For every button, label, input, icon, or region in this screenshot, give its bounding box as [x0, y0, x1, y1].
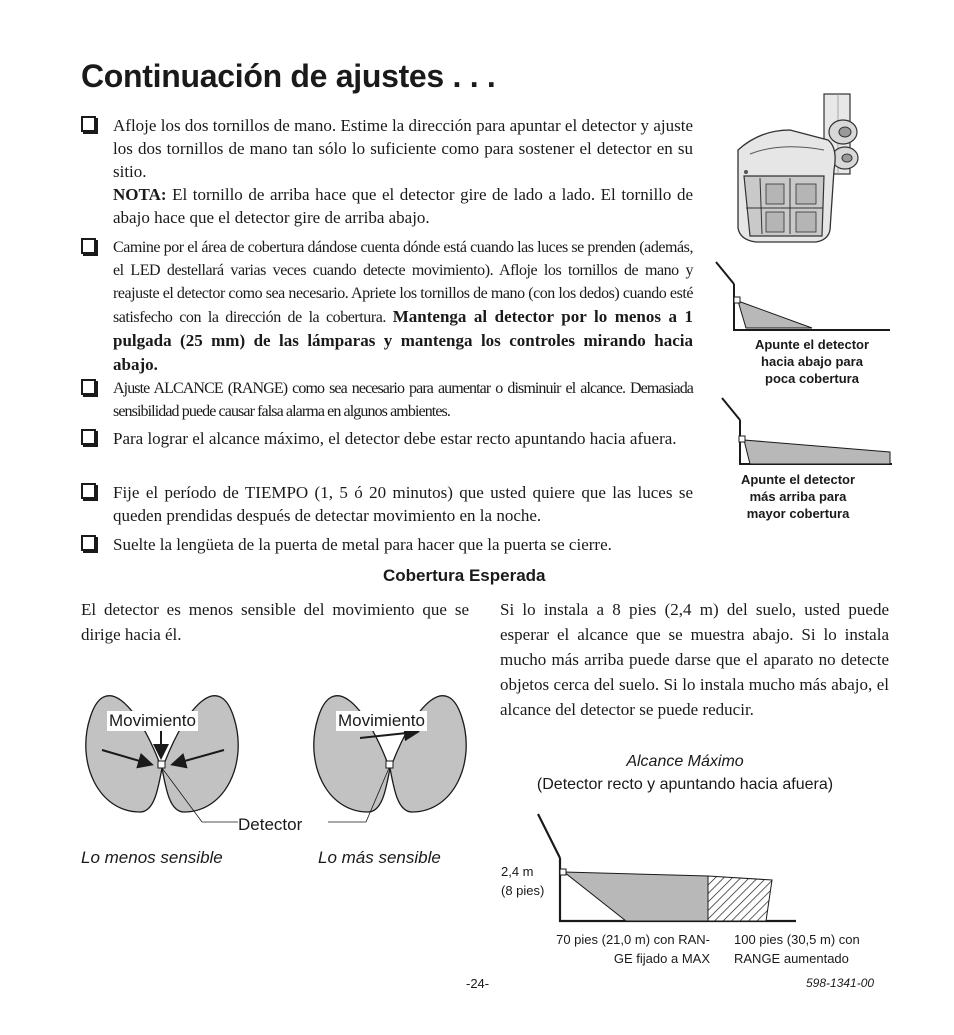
range-increased-label [734, 930, 860, 968]
coverage-right-paragraph: Si lo instala a 8 pies (2,4 m) del suelo, usted puede esperar el alcance que se muestra abajo. Si lo instala mucho más arriba puede darse que el aparato no detecte objetos cerca del suelo. Si lo instala mucho más abajo, el alcance del detector se puede reducir. [500, 600, 889, 719]
step-4-text: Para lograr el alcance máximo, el detector debe estar recto apuntando hacia afuera. [113, 429, 677, 448]
range-diagram [530, 808, 800, 928]
step-2-text [113, 236, 693, 377]
aim-down-caption-line: Apunte el detector [754, 337, 870, 352]
range-increased-line: 100 pies (30,5 m) con [734, 932, 860, 947]
note-text: El tornillo de arriba hace que el detector gire de lado a lado. El tornillo de abajo hace que el detector gire de arriba abajo. [113, 185, 693, 227]
document-code: 598-1341-00 [806, 976, 875, 990]
checkbox-icon [81, 483, 96, 499]
step-4 [81, 427, 693, 450]
checkbox-icon [81, 238, 96, 254]
height-label-feet: (8 pies) [501, 883, 545, 898]
range-zone-max [564, 872, 708, 921]
wall-slant [538, 814, 560, 858]
motion-label-right: Movimiento [338, 711, 425, 730]
step-5-text: Fije el período de TIEMPO (1, 5 ó 20 minutos) que usted quiere que las luces se queden prendidas después de detectar movimiento en la noche. [113, 483, 693, 525]
aim-down-caption [733, 336, 891, 387]
note-label: NOTA: [113, 185, 167, 204]
aim-up-diagram [712, 394, 894, 468]
detector-illustration [720, 90, 890, 250]
caption-more-sensitive: Lo más sensible [318, 848, 441, 867]
step-1 [81, 114, 693, 229]
aim-down-caption-line: poca cobertura [765, 371, 859, 386]
height-label [501, 862, 544, 900]
range-zone-increased [708, 876, 772, 921]
page-title: Continuación de ajustes . . . [81, 58, 496, 94]
checkbox-icon [81, 116, 96, 132]
range-increased-line: RANGE aumentado [734, 951, 849, 966]
motion-label-left: Movimiento [109, 711, 196, 730]
step-2-bold: Mantenga al detector por lo menos a 1 pulgada (25 mm) de las lámparas y mantenga los controles mirando hacia abajo. [113, 307, 693, 374]
coverage-left-paragraph: El detector es menos sensible del movimiento que se dirige hacia él. [81, 600, 469, 644]
caption-less-sensitive: Lo menos sensible [81, 848, 223, 867]
aim-up-caption-line: más arriba para [749, 489, 847, 504]
range-max-label [500, 930, 710, 968]
aim-up-caption-line: mayor cobertura [746, 506, 850, 521]
step-6-text: Suelte la lengüeta de la puerta de metal para hacer que la puerta se cierre. [113, 535, 612, 554]
coverage-heading: Cobertura Esperada [383, 566, 546, 585]
aim-up-caption-line: Apunte el detector [740, 472, 856, 487]
step-5 [81, 481, 693, 527]
checkbox-icon [81, 429, 96, 445]
detector-square-right [386, 761, 393, 768]
step-3 [81, 377, 693, 423]
step-3-text: Ajuste ALCANCE (RANGE) como sea necesario para aumentar o disminuir el alcance. Demasiada sensibilidad puede causar falsa alarma en algunos ambientes. [113, 380, 693, 420]
step-2 [81, 236, 693, 377]
detector-square-left [158, 761, 165, 768]
range-max-line: 70 pies (21,0 m) con RAN- [556, 932, 710, 947]
height-label-meters: 2,4 m [501, 864, 534, 879]
range-chart-title: Alcance Máximo [626, 753, 744, 770]
step-2-body: Camine por el área de cobertura dándose cuenta dónde está cuando las luces se prenden (además, el LED destellará varias veces cuando detecte movimiento). Afloje los tornillos de mano y reajuste el detector como sea necesario. Apriete los tornillos de mano (con los dedos) cuando esté satisfecho con la dirección de la cobertura. [113, 239, 693, 326]
step-1-note [113, 183, 693, 229]
range-max-line: GE fijado a MAX [613, 951, 710, 966]
checkbox-icon [81, 535, 96, 551]
aim-down-caption-line: hacia abajo para [761, 354, 863, 369]
aim-down-diagram [712, 258, 894, 334]
step-1-text: Afloje los dos tornillos de mano. Estime la dirección para apuntar el detector y ajuste los dos tornillos de mano tan sólo lo suficiente como para sostener el detector en su sitio. [113, 116, 693, 181]
step-6 [81, 533, 693, 556]
detector-square [560, 869, 566, 875]
page-number: -24- [466, 976, 490, 991]
checkbox-icon [81, 379, 96, 395]
detector-label: Detector [238, 815, 303, 834]
aim-up-caption [719, 471, 877, 522]
range-chart-subtitle: (Detector recto y apuntando hacia afuera) [536, 776, 834, 793]
